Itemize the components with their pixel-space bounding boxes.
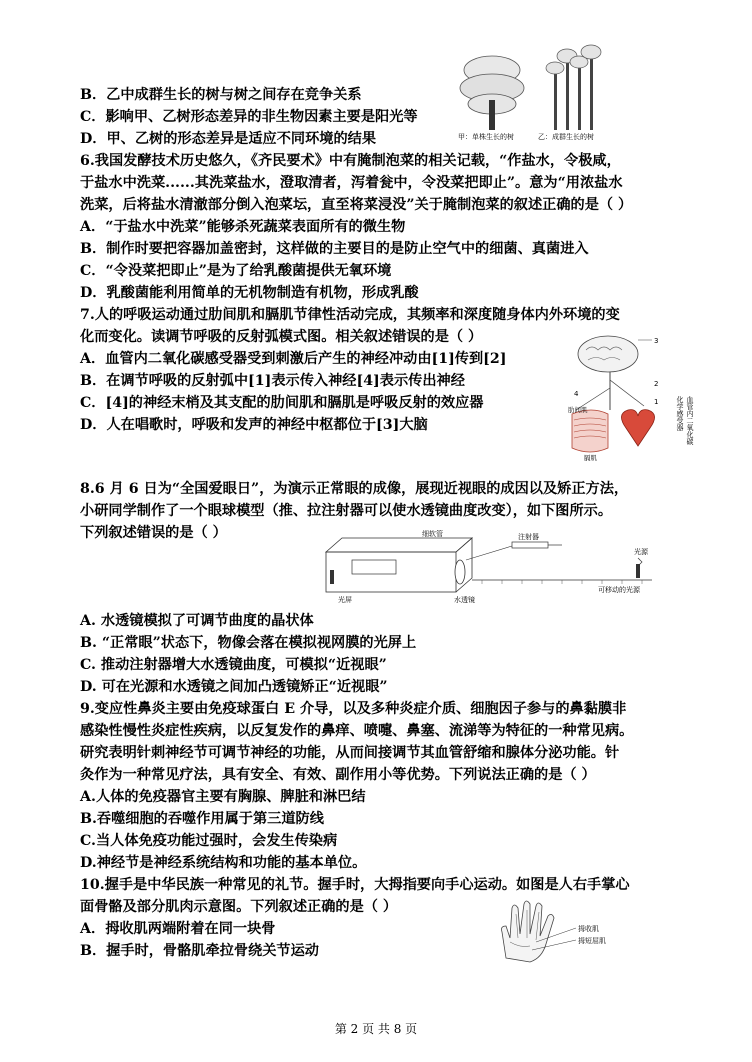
q5-option-c: C．影响甲、乙树形态差异的非生物因素主要是阳光等	[80, 109, 418, 125]
q7-label-3: 3	[654, 337, 659, 345]
q6-stem-2: 于盐水中洗菜......其洗菜盐水，澄取清者，泻着瓮中，令没菜把即止”。意为“用浓盐水	[80, 175, 623, 191]
q9-option-c: C.当人体免疫功能过强时，会发生传染病	[80, 833, 338, 849]
q9-option-b: B.吞噬细胞的吞噬作用属于第三道防线	[80, 811, 324, 827]
q7-stem-2: 化而变化。读调节呼吸的反射弧模式图。相关叙述错误的是（ ）	[80, 329, 483, 345]
q8-stem-2: 小研同学制作了一个眼球模型（推、拉注射器可以使水透镜曲度改变），如下图所示。	[80, 503, 613, 519]
q7-label-intercostal: 肋间肌	[568, 406, 588, 414]
q7-reflex-figure	[566, 332, 666, 466]
q8-label-syringe: 注射器	[518, 533, 539, 541]
q10-hand-figure	[496, 898, 616, 964]
q8-stem-3: 下列叙述错误的是（ ）	[80, 525, 227, 541]
q8-eye-model-figure	[322, 530, 658, 608]
q5-option-d: D．甲、乙树的形态差异是适应不同环境的结果	[80, 131, 377, 147]
q10-stem-1: 10.握手是中华民族一种常见的礼节。握手时，大拇指要向手心运动。如图是人右手掌心	[80, 877, 630, 893]
q10-option-b: B．握手时，骨骼肌牵拉骨绕关节运动	[80, 943, 319, 959]
q5-option-b: B．乙中成群生长的树与树之间存在竞争关系	[80, 87, 362, 103]
q6-stem-1: 6.我国发酵技术历史悠久，《齐民要术》中有腌制泡菜的相关记载，“作盐水，令极咸，	[80, 153, 621, 169]
q7-option-d: D．人在唱歌时，呼吸和发声的神经中枢都位于[3]大脑	[80, 417, 428, 433]
q9-option-a: A.人体的免疫器官主要有胸腺、脾脏和淋巴结	[80, 789, 366, 805]
q7-label-1: 1	[654, 398, 659, 406]
q10-label-m1: 拇收肌	[578, 925, 599, 933]
q9-stem-1: 9.变应性鼻炎主要由免疫球蛋白 E 介导，以及多种炎症介质、细胞因子参与的鼻黏膜非	[80, 701, 627, 717]
q7-label-diaphragm: 膈肌	[584, 454, 597, 462]
q8-label-lens: 水透镜	[454, 596, 475, 604]
q7-stem-1: 7.人的呼吸运动通过肋间肌和膈肌节律性活动完成，其频率和深度随身体内外环境的变	[80, 307, 620, 323]
q7-receptor-label-2: 血管内二氧化碳	[686, 396, 694, 445]
q5-tree-figure	[456, 40, 606, 140]
q6-stem-3: 洗菜，后将盐水清澈部分倒入泡菜坛，直至将菜浸没”关于腌制泡菜的叙述正确的是（ ）	[80, 197, 633, 213]
q8-option-c: C. 推动注射器增大水透镜曲度，可模拟“近视眼”	[80, 657, 387, 673]
q6-option-d: D．乳酸菌能利用简单的无机物制造有机物，形成乳酸	[80, 285, 419, 301]
q10-option-a: A．拇收肌两端附着在同一块骨	[80, 921, 276, 937]
q7-option-c: C．[4]的神经末梢及其支配的肋间肌和膈肌是呼吸反射的效应器	[80, 395, 484, 411]
q6-option-c: C．“令没菜把即止”是为了给乳酸菌提供无氧环境	[80, 263, 392, 279]
q7-label-2: 2	[654, 380, 659, 388]
q9-option-d: D.神经节是神经系统结构和功能的基本单位。	[80, 855, 367, 871]
q8-label-tube: 细软管	[422, 530, 443, 538]
q9-stem-3: 研究表明针刺神经节可调节神经的功能，从而间接调节其血管舒缩和腺体分泌功能。针	[80, 745, 620, 761]
q8-option-b: B. “正常眼”状态下，物像会落在模拟视网膜的光屏上	[80, 635, 417, 651]
page-footer: 第 2 页 共 8 页	[334, 1022, 418, 1036]
q7-option-a: A．血管内二氧化碳感受器受到刺激后产生的神经冲动由[1]传到[2]	[80, 351, 507, 367]
q6-option-a: A．“于盐水中洗菜”能够杀死蔬菜表面所有的微生物	[80, 219, 406, 235]
q8-label-ruler: 可移动的光源	[598, 586, 640, 594]
q8-label-light: 光源	[634, 548, 648, 556]
q7-option-b: B．在调节呼吸的反射弧中[1]表示传入神经[4]表示传出神经	[80, 373, 465, 389]
q9-stem-2: 感染性慢性炎症性疾病，以反复发作的鼻痒、喷嚏、鼻塞、流涕等为特征的一种常见病。	[80, 723, 634, 739]
q10-stem-2: 面骨骼及部分肌肉示意图。下列叙述正确的是（ ）	[80, 899, 398, 915]
q6-option-b: B．制作时要把容器加盖密封，这样做的主要目的是防止空气中的细菌、真菌进入	[80, 241, 589, 257]
q8-option-d: D. 可在光源和水透镜之间加凸透镜矫正“近视眼”	[80, 679, 388, 695]
q8-label-screen: 光屏	[338, 596, 352, 604]
q10-label-m2: 拇短屈肌	[578, 937, 606, 945]
q7-receptor-label-1: 化学感受器	[676, 396, 684, 431]
q5-caption-a: 甲：单株生长的树	[458, 133, 514, 140]
q7-label-4: 4	[574, 390, 579, 398]
q8-option-a: A. 水透镜模拟了可调节曲度的晶状体	[80, 613, 314, 629]
q5-caption-b: 乙：成群生长的树	[538, 133, 594, 140]
q8-stem-1: 8.6 月 6 日为“全国爱眼日”，为演示正常眼的成像，展现近视眼的成因以及矫正方法，	[80, 481, 629, 497]
q9-stem-4: 灸作为一种常见疗法，具有安全、有效、副作用小等优势。下列说法正确的是（ ）	[80, 767, 596, 783]
